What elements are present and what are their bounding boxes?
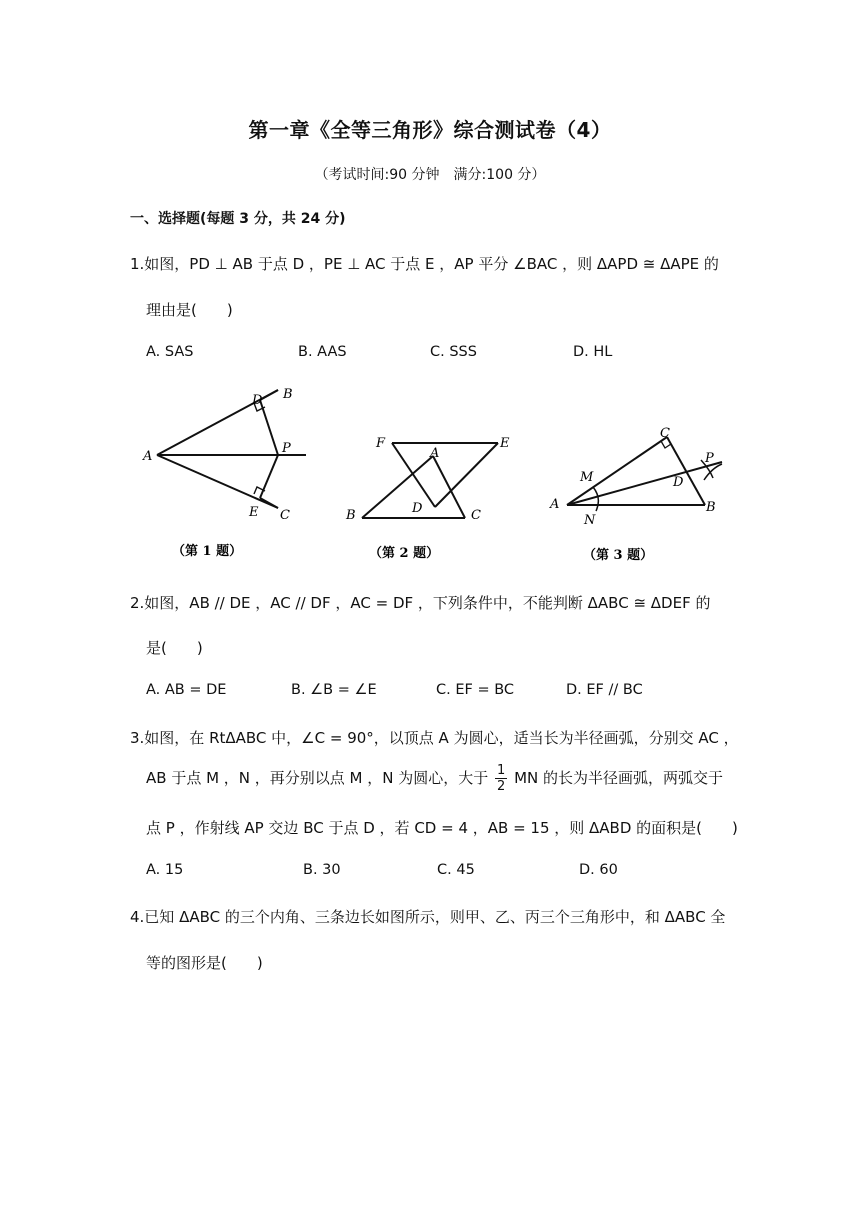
exam-info: （考试时间:90 分钟 满分:100 分） xyxy=(314,167,546,183)
fig1-label-b: B xyxy=(283,387,293,402)
fig1-label-e: E xyxy=(249,505,259,520)
fig1-label-d: D xyxy=(252,393,263,408)
q3-text-part1: AB 于点 M ，N ，再分别以点 M ，N 为圆心，大于 xyxy=(146,769,489,787)
fig2-caption: （第 2 题） xyxy=(369,546,440,561)
fraction-one-half xyxy=(495,763,507,794)
q1-option-c: C. SSS xyxy=(430,344,477,360)
question-1-text: 1.如图，PD ⊥ AB 于点 D ，PE ⊥ AC 于点 E ，AP 平分 ∠BAC ，则 ΔAPD ≅ ΔAPE 的 xyxy=(130,255,719,273)
fig2-label-c: C xyxy=(471,508,481,523)
fig2-label-a: A xyxy=(430,446,440,461)
q1-option-a: A. SAS xyxy=(146,344,194,360)
fig1-label-p: P xyxy=(282,441,291,456)
fraction-numerator: 1 xyxy=(497,763,506,778)
q2-option-c: C. EF = BC xyxy=(436,682,515,698)
question-1-text-cont: 理由是( ) xyxy=(146,301,233,319)
section-heading: 一、选择题(每题 3 分，共 24 分) xyxy=(130,211,346,227)
question-3-text-cont xyxy=(146,763,723,794)
figures-row xyxy=(130,380,750,570)
fig3-label-d: D xyxy=(673,475,684,490)
fig1-label-c: C xyxy=(280,508,290,523)
q3-option-d: D. 60 xyxy=(579,862,618,878)
fig3-label-n: N xyxy=(584,513,596,528)
q2-option-d: D. EF // BC xyxy=(566,682,643,698)
fig2-label-f: F xyxy=(376,436,386,451)
fig3-label-p: P xyxy=(705,451,714,466)
question-3-text: 3.如图，在 RtΔABC 中，∠C = 90°，以顶点 A 为圆心，适当长为半径画弧，分别交 AC ， xyxy=(130,729,739,747)
q1-option-b: B. AAS xyxy=(298,344,347,360)
q2-option-b: B. ∠B = ∠E xyxy=(291,682,377,698)
question-3-text-end: 点 P ，作射线 AP 交边 BC 于点 D ，若 CD = 4 ，AB = 15 ，则 ΔABD 的面积是( ) xyxy=(146,819,738,837)
fig2-label-d: D xyxy=(412,501,423,516)
fig3-label-b: B xyxy=(706,500,716,515)
q2-option-a: A. AB = DE xyxy=(146,682,227,698)
q3-option-b: B. 30 xyxy=(303,862,341,878)
question-4-text: 4.已知 ΔABC 的三个内角、三条边长如图所示，则甲、乙、丙三个三角形中，和 ΔABC 全 xyxy=(130,908,726,926)
fig1-label-a: A xyxy=(143,449,153,464)
fig3-label-m: M xyxy=(580,470,594,485)
fig3-label-c: C xyxy=(660,426,670,441)
question-2-text-cont: 是( ) xyxy=(146,639,203,657)
question-4-text-cont: 等的图形是( ) xyxy=(146,954,263,972)
fig3-caption: （第 3 题） xyxy=(583,548,654,563)
page-title: 第一章《全等三角形》综合测试卷（4） xyxy=(248,118,612,142)
question-2-text: 2.如图，AB // DE ，AC // DF ，AC = DF ，下列条件中，不能判断 ΔABC ≅ ΔDEF 的 xyxy=(130,594,711,612)
fraction-denominator: 2 xyxy=(497,779,506,794)
fig2-label-b: B xyxy=(346,508,356,523)
q3-option-c: C. 45 xyxy=(437,862,475,878)
q3-option-a: A. 15 xyxy=(146,862,184,878)
fig2-label-e: E xyxy=(500,436,510,451)
q3-text-part2: MN 的长为半径画弧，两弧交于 xyxy=(514,769,724,787)
fig3-label-a: A xyxy=(550,497,560,512)
q1-option-d: D. HL xyxy=(573,344,613,360)
fig1-caption: （第 1 题） xyxy=(172,544,243,559)
